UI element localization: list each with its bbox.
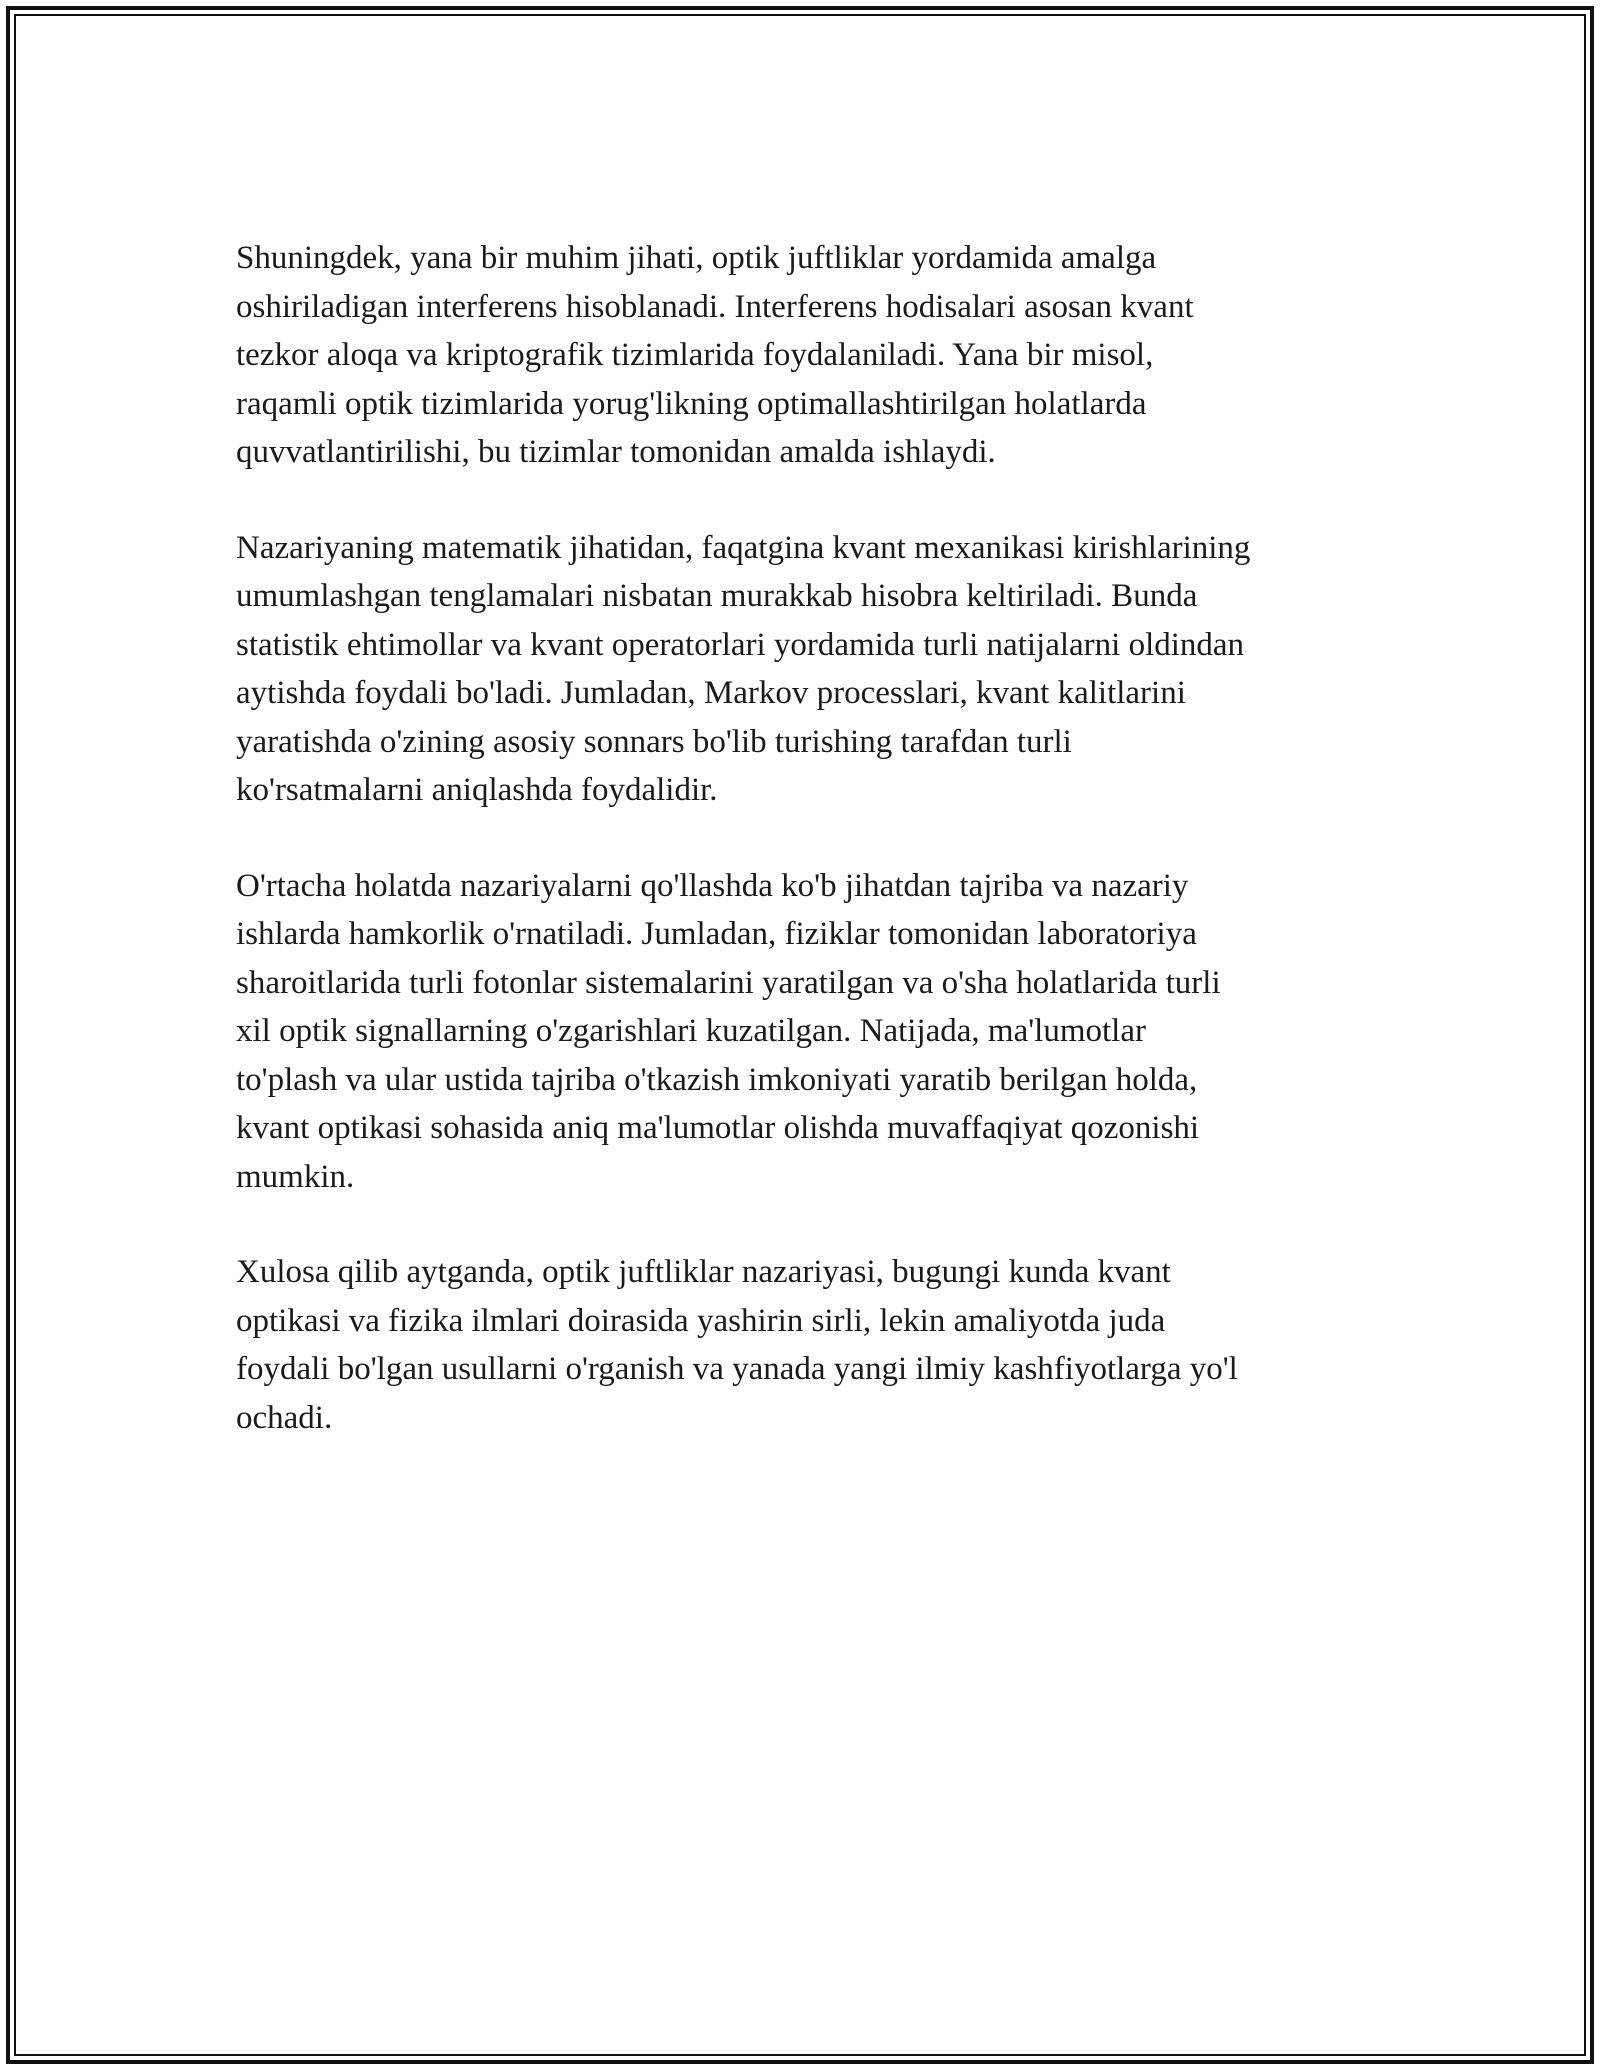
document-body — [236, 234, 1376, 1489]
paragraph-3: O'rtacha holatda nazariyalarni qo'llashda ko'b jihatdan tajriba va nazariy ishlarda hamkorlik o'rnatiladi. Jumladan, fiziklar tomonidan laboratoriya sharoitlarida turli fotonlar sistemalarini yaratilgan va o'sha holatlarida turli xil optik signallarning o'zgarishlari kuzatilgan. Natijada, ma'lumotlar to'plash va ular ustida tajriba o'tkazish imkoniyati yaratib berilgan holda, kvant optikasi sohasida aniq ma'lumotlar olishda muvaffaqiyat qozonishi mumkin. — [236, 867, 1221, 1195]
paragraph-4: Xulosa qilib aytganda, optik juftliklar nazariyasi, bugungi kunda kvant optikasi va fizika ilmlari doirasida yashirin sirli, lekin amaliyotda juda foydali bo'lgan usullarni o'rganish va yanada yangi ilmiy kashfiyotlarga yo'l ochadi. — [236, 1254, 1238, 1436]
paragraph-1: Shuningdek, yana bir muhim jihati, optik juftliklar yordamida amalga oshiriladigan interferens hisoblanadi. Interferens hodisalari asosan kvant tezkor aloqa va kriptografik tizimlarida foydalaniladi. Yana bir misol, raqamli optik tizimlarida yorug'likning optimallashtirilgan holatlarda quvvatlantirilishi, bu tizimlar tomonidan amalda ishlaydi. — [236, 240, 1194, 470]
paragraph-2: Nazariyaning matematik jihatidan, faqatgina kvant mexanikasi kirishlarining umumlashgan tenglamalari nisbatan murakkab hisobra keltiriladi. Bunda statistik ehtimollar va kvant operatorlari yordamida turli natijalarni oldindan aytishda foydali bo'ladi. Jumladan, Markov processlari, kvant kalitlarini yaratishda o'zining asosiy sonnars bo'lib turishing tarafdan turli ko'rsatmalarni aniqlashda foydalidir. — [236, 529, 1251, 808]
